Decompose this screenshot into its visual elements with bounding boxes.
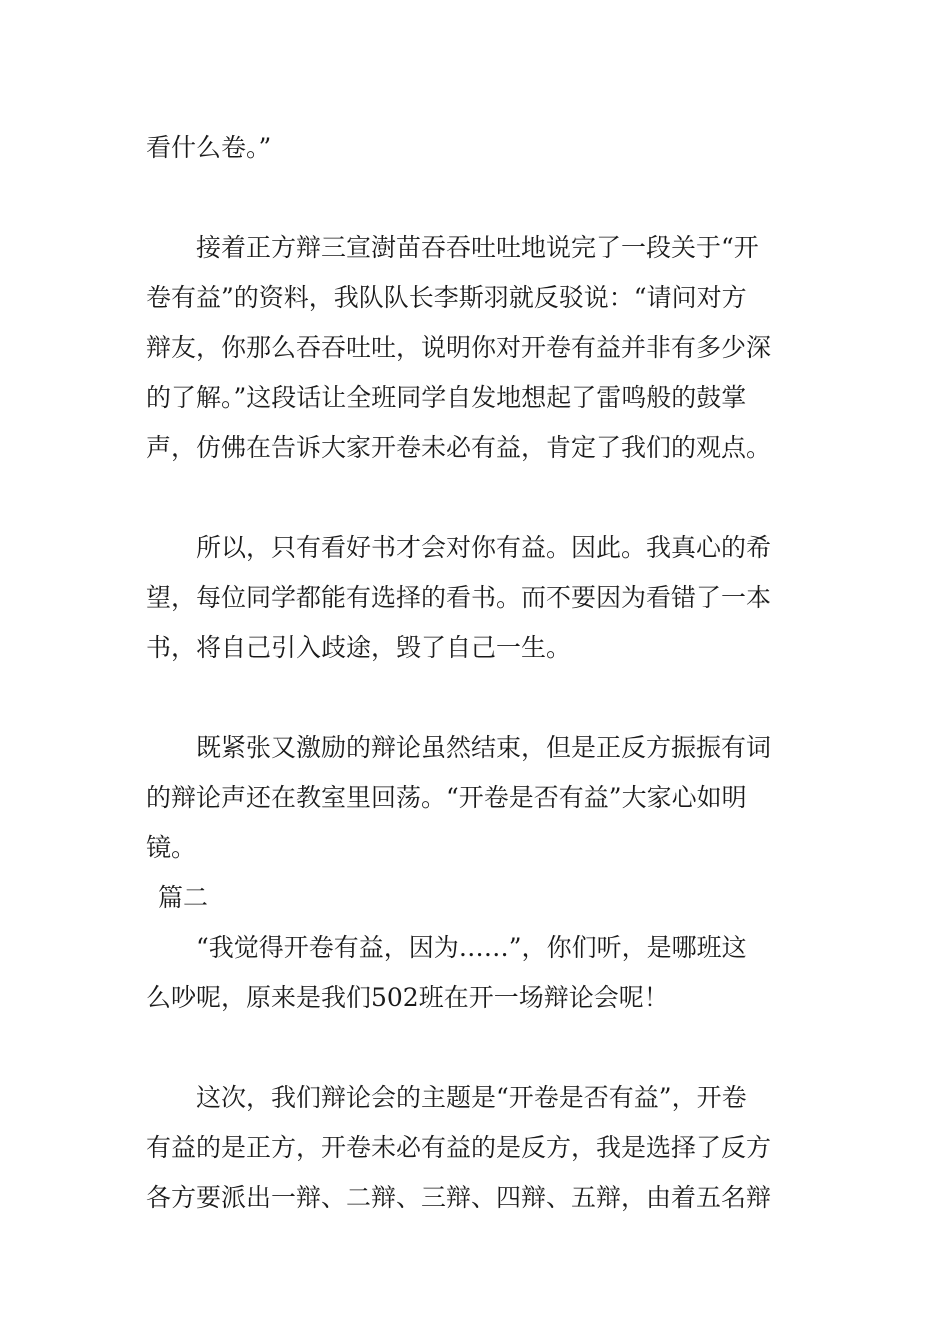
paragraph-line: 声，仿佛在告诉大家开卷未必有益，肯定了我们的观点。 (146, 433, 772, 462)
paragraph-line: 各方要派出一辩、二辩、三辩、四辩、五辩，由着五名辩 (146, 1183, 772, 1212)
section-heading: 篇二 (158, 883, 209, 912)
paragraph-line: 这次，我们辩论会的主题是“开卷是否有益”，开卷 (196, 1083, 747, 1112)
paragraph-line: 有益的是正方，开卷未必有益的是反方，我是选择了反方 (146, 1133, 772, 1162)
paragraph-line: 辩友，你那么吞吞吐吐，说明你对开卷有益并非有多少深 (146, 333, 772, 362)
paragraph-line: 镜。 (146, 833, 197, 862)
paragraph-line: “我觉得开卷有益，因为……”，你们听，是哪班这 (196, 933, 747, 962)
paragraph-line: 书，将自己引入歧途，毁了自己一生。 (146, 633, 572, 662)
paragraph-line: 的了解。”这段话让全班同学自发地想起了雷鸣般的鼓掌 (146, 383, 747, 412)
paragraph-line: 所以，只有看好书才会对你有益。因此。我真心的希 (196, 533, 772, 562)
paragraph-line: 么吵呢，原来是我们502班在开一场辩论会呢！ (146, 983, 669, 1012)
paragraph-line: 望，每位同学都能有选择的看书。而不要因为看错了一本 (146, 583, 772, 612)
paragraph-line: 的辩论声还在教室里回荡。“开卷是否有益”大家心如明 (146, 783, 747, 812)
paragraph-line: 看什么卷。” (146, 133, 272, 162)
paragraph-line: 接着正方辩三宣澍苗吞吞吐吐地说完了一段关于“开 (196, 233, 759, 262)
paragraph-line: 卷有益”的资料，我队队长李斯羽就反驳说：“请问对方 (146, 283, 747, 312)
paragraph-line: 既紧张又激励的辩论虽然结束，但是正反方振振有词 (196, 733, 772, 762)
